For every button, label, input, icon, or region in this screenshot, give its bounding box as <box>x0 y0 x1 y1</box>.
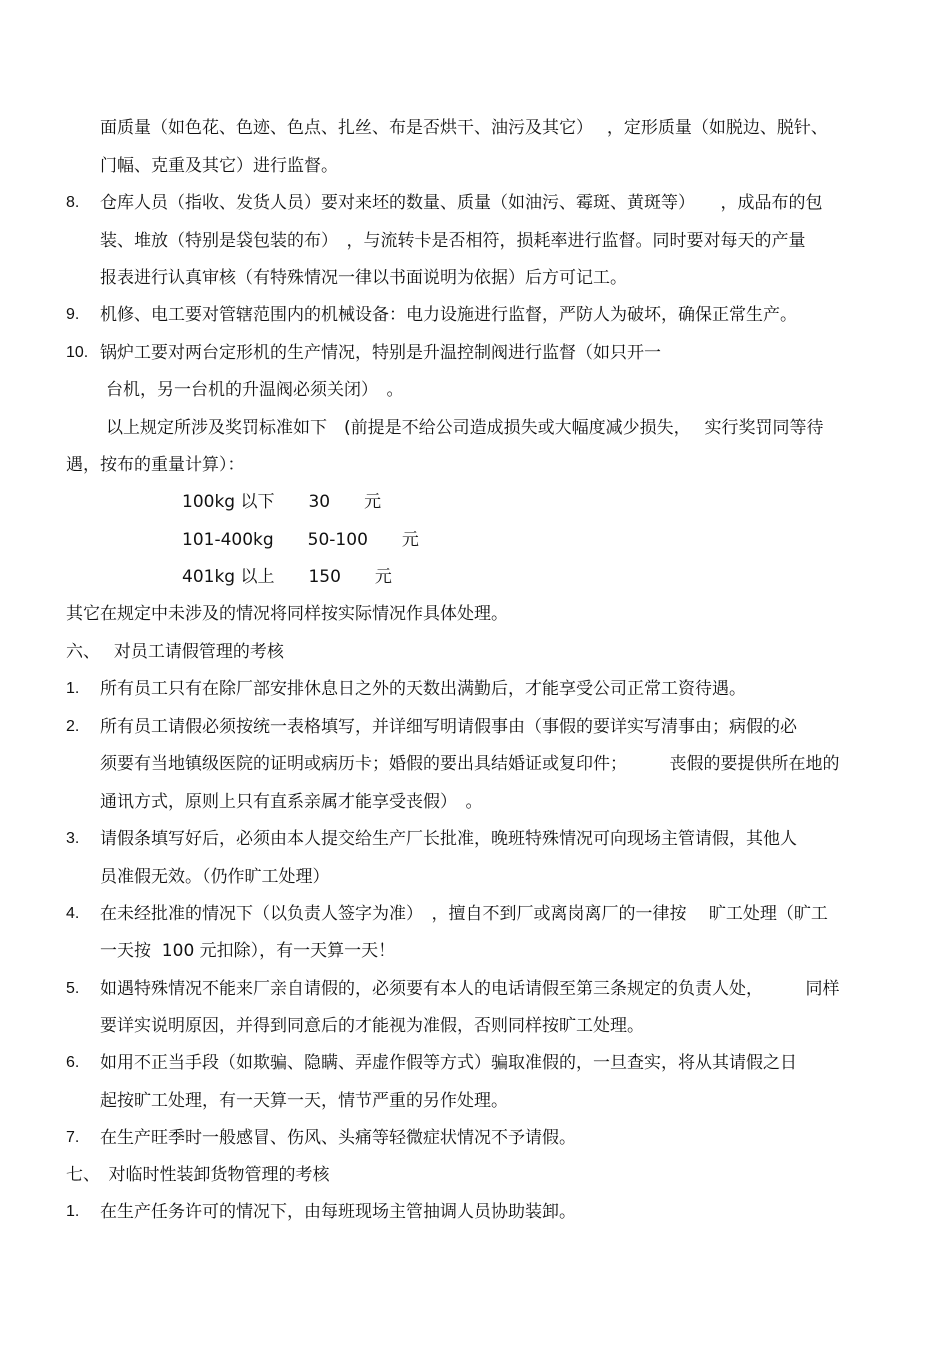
item-number: 1. <box>66 1203 80 1220</box>
section-heading: 七、 对临时性装卸货物管理的考核 <box>66 1165 330 1185</box>
text-line: 在生产旺季时一般感冒、伤风、头痛等轻微症状情况不予请假。 <box>100 1128 576 1148</box>
text-line: 以上规定所涉及奖罚标准如下 (前提是不给公司造成损失或大幅度减少损失， 实行奖罚同等待 <box>106 418 824 438</box>
item-number: 5. <box>66 980 80 997</box>
item-number: 8. <box>66 194 80 211</box>
text-line: 如用不正当手段（如欺骗、隐瞒、弄虚作假等方式）骗取准假的，一旦查实，将从其请假之日 <box>100 1053 797 1073</box>
text-line: 通讯方式，原则上只有直系亲属才能享受丧假） 。 <box>100 792 483 812</box>
item-number: 4. <box>66 905 80 922</box>
text-line: 机修、电工要对管辖范围内的机械设备：电力设施进行监督，严防人为破坏，确保正常生产。 <box>100 305 797 325</box>
item-number: 9. <box>66 306 80 323</box>
section-heading: 六、 对员工请假管理的考核 <box>66 642 284 662</box>
text-line: 报表进行认真审核（有特殊情况一律以书面说明为依据）后方可记工。 <box>100 268 627 288</box>
text-line: 所有员工请假必须按统一表格填写，并详细写明请假事由（事假的要详实写清事由；病假的必 <box>100 717 797 737</box>
item-number: 7. <box>66 1129 80 1146</box>
text-line: 其它在规定中未涉及的情况将同样按实际情况作具体处理。 <box>66 604 508 624</box>
text-line: 装、堆放（特别是袋包装的布） ，与流转卡是否相符，损耗率进行监督。同时要对每天的产量 <box>100 231 806 251</box>
text-line: 锅炉工要对两台定形机的生产情况，特别是升温控制阀进行监督（如只开一 <box>100 343 661 363</box>
text-line: 面质量（如色花、色迹、色点、扎丝、布是否烘干、油污及其它） ，定形质量（如脱边、脱针、 <box>100 118 828 138</box>
text-line: 仓库人员（指收、发货人员）要对来坯的数量、质量（如油污、霉斑、黄斑等） ，成品布的包 <box>100 193 823 213</box>
penalty-row: 101-400kg 50-100 元 <box>182 530 419 550</box>
text-line: 起按旷工处理，有一天算一天，情节严重的另作处理。 <box>100 1091 508 1111</box>
text-line: 遇，按布的重量计算）： <box>66 455 245 475</box>
penalty-row: 401kg 以上 150 元 <box>182 567 392 587</box>
text-line: 一天按 100 元扣除），有一天算一天！ <box>100 941 396 961</box>
item-number: 2. <box>66 718 80 735</box>
item-number: 3. <box>66 830 80 847</box>
item-number: 1. <box>66 680 80 697</box>
penalty-row: 100kg 以下 30 元 <box>182 492 382 512</box>
text-line: 门幅、克重及其它）进行监督。 <box>100 156 338 176</box>
text-line: 所有员工只有在除厂部安排休息日之外的天数出满勤后，才能享受公司正常工资待遇。 <box>100 679 746 699</box>
text-line: 要详实说明原因，并得到同意后的才能视为准假，否则同样按旷工处理。 <box>100 1016 644 1036</box>
text-line: 请假条填写好后，必须由本人提交给生产厂长批准，晚班特殊情况可向现场主管请假，其他人 <box>100 829 797 849</box>
item-number: 6. <box>66 1054 80 1071</box>
text-line: 在未经批准的情况下（以负责人签字为准） ，擅自不到厂或离岗离厂的一律按 旷工处理（旷工 <box>100 904 828 924</box>
text-line: 在生产任务许可的情况下，由每班现场主管抽调人员协助装卸。 <box>100 1202 576 1222</box>
item-number: 10. <box>66 344 89 361</box>
text-line: 如遇特殊情况不能来厂亲自请假的，必须要有本人的电话请假至第三条规定的负责人处， 同样 <box>100 979 840 999</box>
text-line: 员准假无效。（仍作旷工处理） <box>100 867 330 887</box>
text-line: 须要有当地镇级医院的证明或病历卡；婚假的要出具结婚证或复印件； 丧假的要提供所在地的 <box>100 754 840 774</box>
text-line: 台机，另一台机的升温阀必须关闭） 。 <box>106 380 404 400</box>
